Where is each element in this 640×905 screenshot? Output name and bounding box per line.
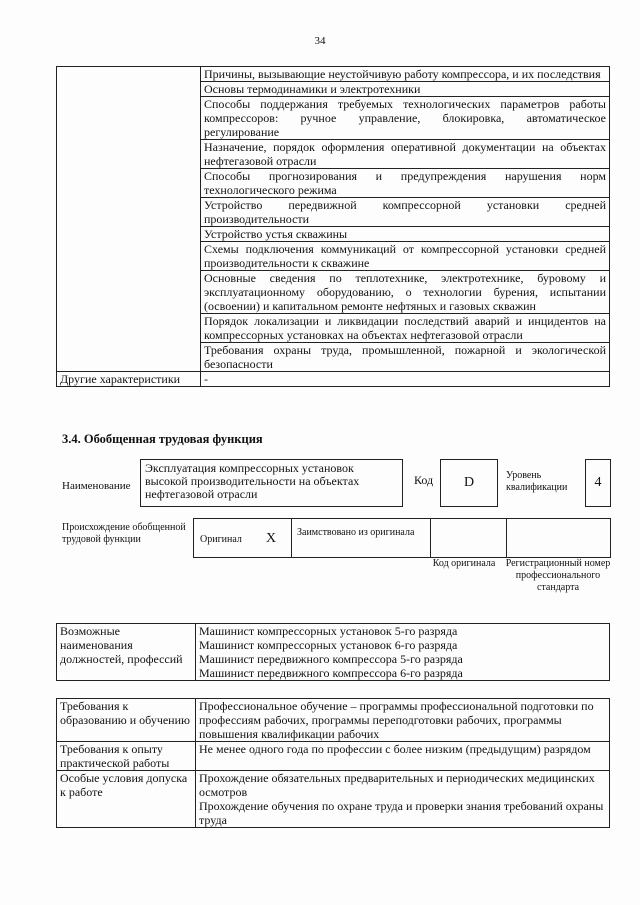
divider: [291, 518, 292, 558]
knowledge-row: Требования охраны труда, промышленной, пожарной и экологической безопасности: [201, 343, 610, 372]
knowledge-row: Устройство устья скважины: [201, 227, 610, 242]
code-caption: Код оригинала: [432, 558, 496, 569]
requirement-label: Требования к опыту практической работы: [57, 742, 196, 771]
requirement-line: Прохождение обязательных предварительных и периодических медицинских осмотров: [199, 771, 595, 799]
code-label: Код: [414, 473, 434, 487]
knowledge-label-cell: [57, 67, 201, 372]
requirement-label: Требования к образованию и обучению: [57, 699, 196, 742]
section-title: 3.4. Обобщенная трудовая функция: [62, 432, 263, 446]
requirement-value: [196, 742, 610, 771]
position-item: Машинист передвижного компрессора 6-го разряда: [199, 666, 463, 680]
original-label: Оригинал: [200, 534, 242, 545]
knowledge-row: Способы прогнозирования и предупреждения нарушения норм технологического режима: [201, 169, 610, 198]
borrowed-label: Заимствовано из оригинала: [297, 527, 415, 538]
knowledge-row: Порядок локализации и ликвидации последствий аварий и инцидентов на компрессорных установках на объектах нефтегазовой отрасли: [201, 314, 610, 343]
requirement-value: [196, 771, 610, 828]
requirement-line: Прохождение обучения по охране труда и проверки знания требований охраны труда: [199, 799, 604, 827]
divider: [506, 518, 507, 558]
knowledge-row: Устройство передвижной компрессорной установки средней производительности: [201, 198, 610, 227]
level-value: 4: [585, 459, 611, 507]
knowledge-row: Назначение, порядок оформления оперативной документации на объектах нефтегазовой отрасли: [201, 140, 610, 169]
positions-label: Возможные наименования должностей, профессий: [57, 624, 196, 681]
requirement-value: [196, 699, 610, 742]
reg-caption: Регистрационный номер профессионального стандарта: [505, 558, 611, 593]
knowledge-row: Схемы подключения коммуникаций от компрессорной установки средней производительности к скважине: [201, 242, 610, 271]
knowledge-row: Способы поддержания требуемых технологических параметров работы компрессоров: ручное управление, блокировка, автоматическое регулирование: [201, 97, 610, 140]
original-mark: X: [266, 531, 277, 546]
position-item: Машинист компрессорных установок 6-го разряда: [199, 638, 458, 652]
other-value: -: [201, 372, 610, 387]
other-label: Другие характеристики: [57, 372, 201, 387]
knowledge-row: Основные сведения по теплотехнике, электротехнике, буровому и эксплуатационному оборудованию, о технологии бурения, испытании (освоении) и капитальном ремонте нефтяных и газовых скважин: [201, 271, 610, 314]
origin-label: Происхождение обобщенной трудовой функции: [62, 522, 186, 545]
name-label: Наименование: [62, 480, 131, 492]
positions-list: [196, 624, 610, 681]
knowledge-table: [56, 66, 610, 387]
function-name: Эксплуатация компрессорных установок высокой производительности на объектах нефтегазовой отрасли: [140, 459, 403, 507]
requirements-table: [56, 698, 610, 828]
requirement-label: Особые условия допуска к работе: [57, 771, 196, 828]
requirement-line: Не менее одного года по профессии с более низким (предыдущим) разрядом: [199, 742, 591, 756]
divider: [430, 518, 431, 558]
origin-box: [193, 518, 611, 558]
requirement-line: Профессиональное обучение – программы профессиональной подготовки по профессиям рабочих, программы переподготовки рабочих, программы повышения квалификации рабочих: [199, 699, 594, 741]
positions-table: [56, 623, 610, 681]
position-item: Машинист компрессорных установок 5-го разряда: [199, 624, 458, 638]
position-item: Машинист передвижного компрессора 5-го разряда: [199, 652, 463, 666]
knowledge-row: Основы термодинамики и электротехники: [201, 82, 610, 97]
code-value: D: [440, 459, 498, 507]
level-label: Уровень квалификации: [506, 470, 568, 493]
knowledge-row: Причины, вызывающие неустойчивую работу компрессора, и их последствия: [201, 67, 610, 82]
page-number: 34: [314, 35, 326, 47]
